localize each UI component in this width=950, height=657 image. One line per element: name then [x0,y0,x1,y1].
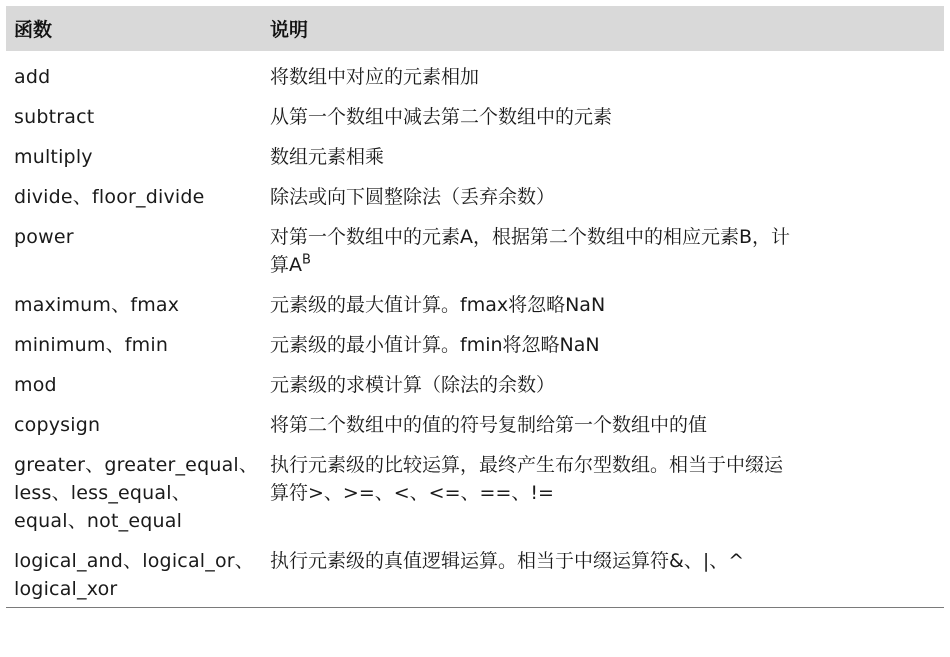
table-header-row [6,6,944,51]
function-name-cell [6,51,262,97]
function-description: 执行元素级的比较运算，最终产生布尔型数组。相当于中缀运 [270,454,784,476]
function-description: 数组元素相乘 [270,146,385,168]
function-name-cell [6,365,262,405]
function-description: 对第一个数组中的元素A，根据第二个数组中的相应元素B，计 [270,226,791,248]
formula-text: 算A [270,254,302,276]
function-description-cont: 算符>、>=、<、<=、==、!= [270,482,554,504]
description-cell [262,445,944,541]
function-name: logical_xor [14,578,118,600]
function-name: copysign [14,414,101,436]
table-row [6,97,944,137]
description-cell [262,365,944,405]
function-description: 除法或向下圆整除法（丢弃余数） [270,186,556,208]
function-name-cell [6,285,262,325]
header-function: 函数 [14,19,53,41]
header-description: 说明 [270,19,309,41]
table-row [6,177,944,217]
function-name-cell [6,541,262,608]
function-name: add [14,66,51,88]
table-row [6,137,944,177]
table-row [6,405,944,445]
function-name: equal、not_equal [14,510,183,532]
function-name-cell [6,217,262,285]
description-cell [262,177,944,217]
function-name: mod [14,374,57,396]
description-cell [262,137,944,177]
table-row [6,217,944,285]
function-name-cell [6,445,262,541]
function-name-cell [6,97,262,137]
function-description: 将数组中对应的元素相加 [270,66,480,88]
superscript: B [302,252,311,268]
function-description: 将第二个数组中的值的符号复制给第一个数组中的值 [270,414,708,436]
description-cell [262,405,944,445]
table-row [6,51,944,97]
function-name: less、less_equal、 [14,482,191,504]
description-cell [262,51,944,97]
function-table [6,6,944,608]
table-row [6,541,944,608]
function-description: 从第一个数组中减去第二个数组中的元素 [270,106,613,128]
function-name: logical_and、logical_or、 [14,550,255,572]
description-cell [262,325,944,365]
function-name: greater、greater_equal、 [14,454,259,476]
function-description: 元素级的最小值计算。fmin将忽略NaN [270,334,600,356]
function-name-cell [6,325,262,365]
function-name-cell [6,137,262,177]
function-description-cont [270,251,936,279]
function-name: minimum、fmin [14,334,169,356]
function-name-cell [6,177,262,217]
function-name: power [14,226,74,248]
description-cell [262,97,944,137]
function-name-cell [6,405,262,445]
function-name: subtract [14,106,95,128]
table-row [6,445,944,541]
description-cell [262,285,944,325]
function-description: 执行元素级的真值逻辑运算。相当于中缀运算符&、|、^ [270,550,745,572]
table-row [6,325,944,365]
table-row [6,285,944,325]
function-description: 元素级的求模计算（除法的余数） [270,374,556,396]
description-cell [262,217,944,285]
function-name: multiply [14,146,93,168]
description-cell [262,541,944,608]
table-row [6,365,944,405]
function-name: divide、floor_divide [14,186,205,208]
function-name: maximum、fmax [14,294,180,316]
function-description: 元素级的最大值计算。fmax将忽略NaN [270,294,606,316]
